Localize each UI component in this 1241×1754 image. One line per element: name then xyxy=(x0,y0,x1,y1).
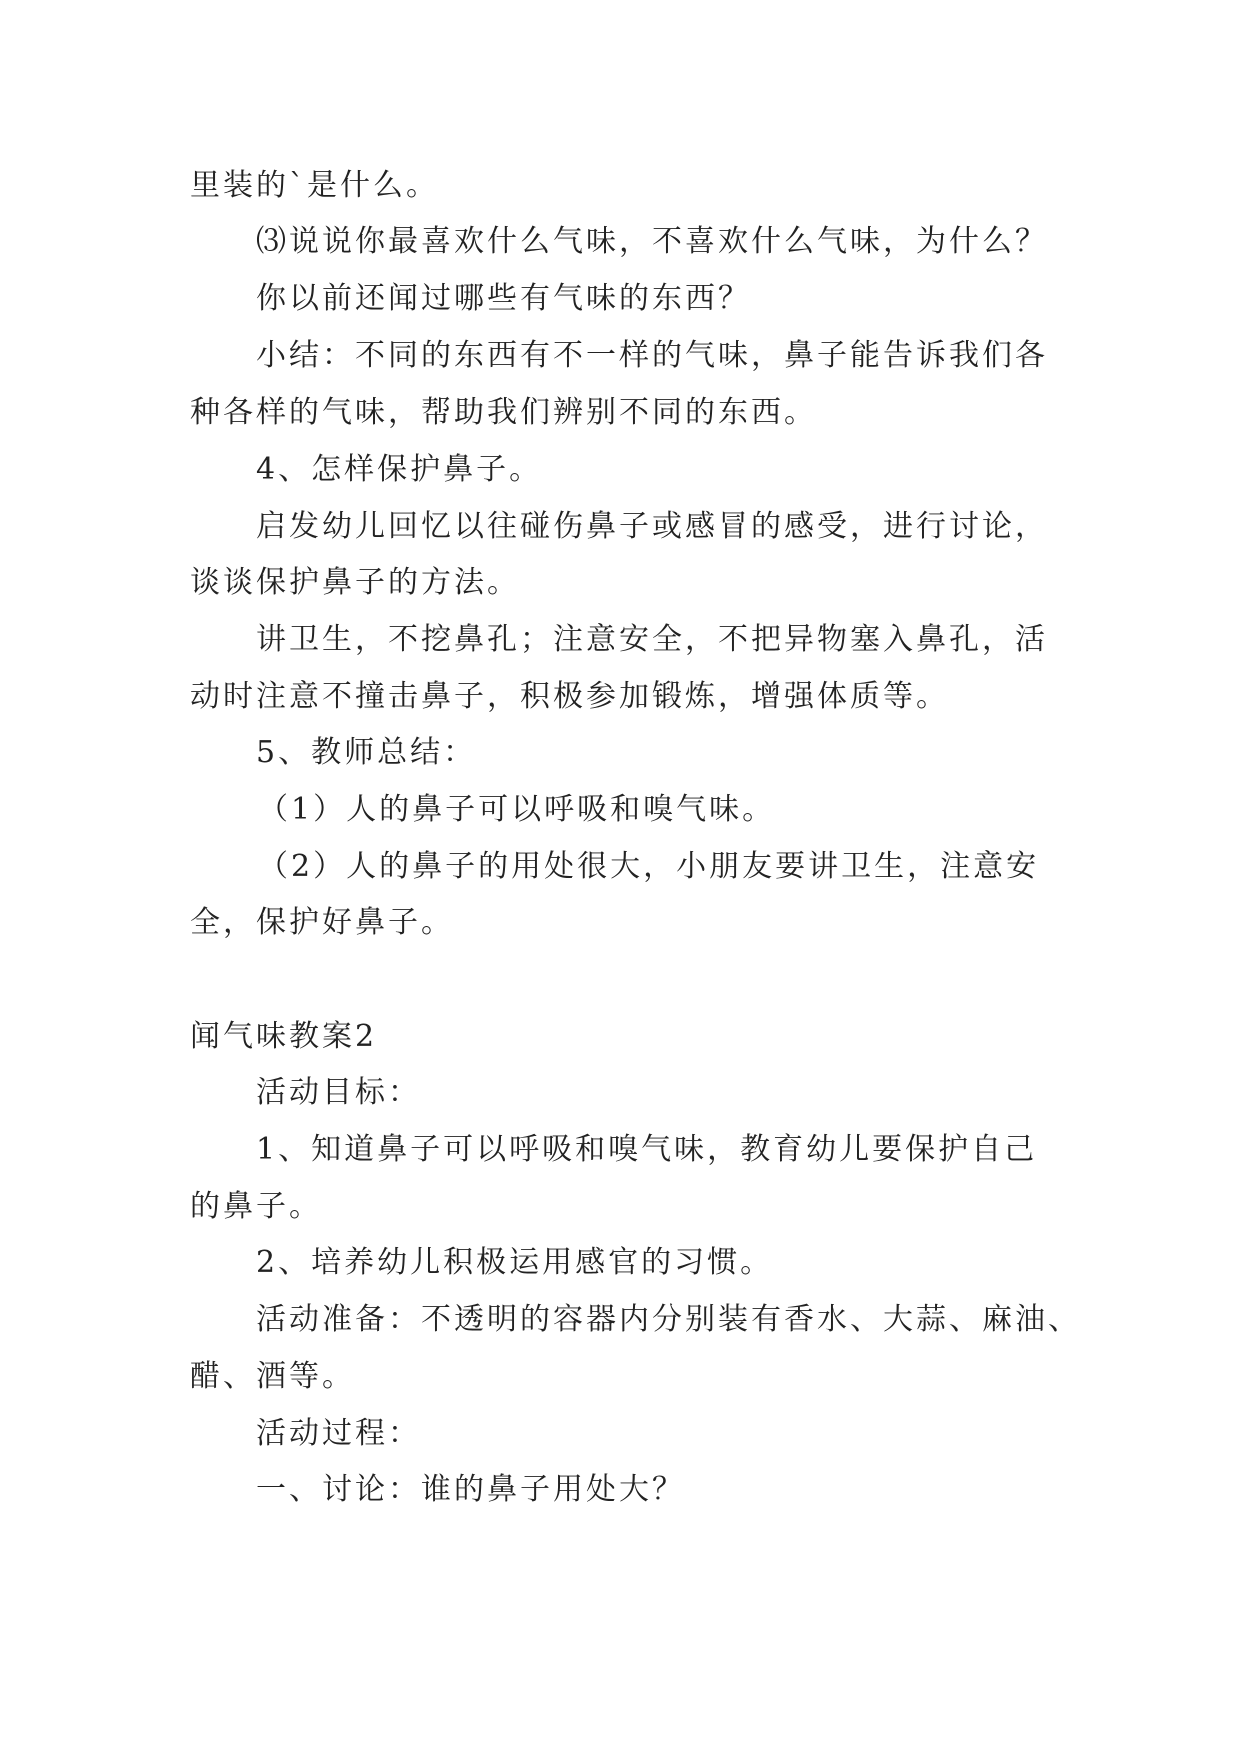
text-line: 讲卫生，不挖鼻孔；注意安全，不把异物塞入鼻孔，活 xyxy=(256,622,1048,657)
text-line: 2、培养幼儿积极运用感官的习惯。 xyxy=(256,1245,774,1280)
text-line: 5、教师总结： xyxy=(256,735,477,770)
text-line: 谈谈保护鼻子的方法。 xyxy=(190,565,520,600)
text-line: 1、知道鼻子可以呼吸和嗅气味，教育幼儿要保护自己 xyxy=(256,1132,1038,1167)
text-line: 里装的`是什么。 xyxy=(190,168,439,203)
text-line: （1）人的鼻子可以呼吸和嗅气味。 xyxy=(258,792,776,827)
text-line: 种各样的气味，帮助我们辨别不同的东西。 xyxy=(190,395,817,430)
section-heading: 闻气味教案2 xyxy=(190,1019,378,1054)
text-line: 活动准备：不透明的容器内分别装有香水、大蒜、麻油、 xyxy=(256,1302,1081,1337)
text-line: 一、讨论：谁的鼻子用处大？ xyxy=(256,1472,685,1507)
text-line: 醋、酒等。 xyxy=(190,1359,355,1394)
text-line: 4、怎样保护鼻子。 xyxy=(256,452,543,487)
text-line: 全，保护好鼻子。 xyxy=(190,905,454,940)
text-line: （2）人的鼻子的用处很大，小朋友要讲卫生，注意安 xyxy=(258,849,1040,884)
text-line: ⑶说说你最喜欢什么气味，不喜欢什么气味，为什么？ xyxy=(256,224,1048,259)
text-line: 活动过程： xyxy=(256,1416,421,1451)
text-line: 小结：不同的东西有不一样的气味，鼻子能告诉我们各 xyxy=(256,338,1048,373)
text-line: 你以前还闻过哪些有气味的东西？ xyxy=(256,281,751,316)
text-line: 启发幼儿回忆以往碰伤鼻子或感冒的感受，进行讨论， xyxy=(256,509,1048,544)
text-line: 的鼻子。 xyxy=(190,1189,322,1224)
text-line: 活动目标： xyxy=(256,1075,421,1110)
text-line: 动时注意不撞击鼻子，积极参加锻炼，增强体质等。 xyxy=(190,679,949,714)
